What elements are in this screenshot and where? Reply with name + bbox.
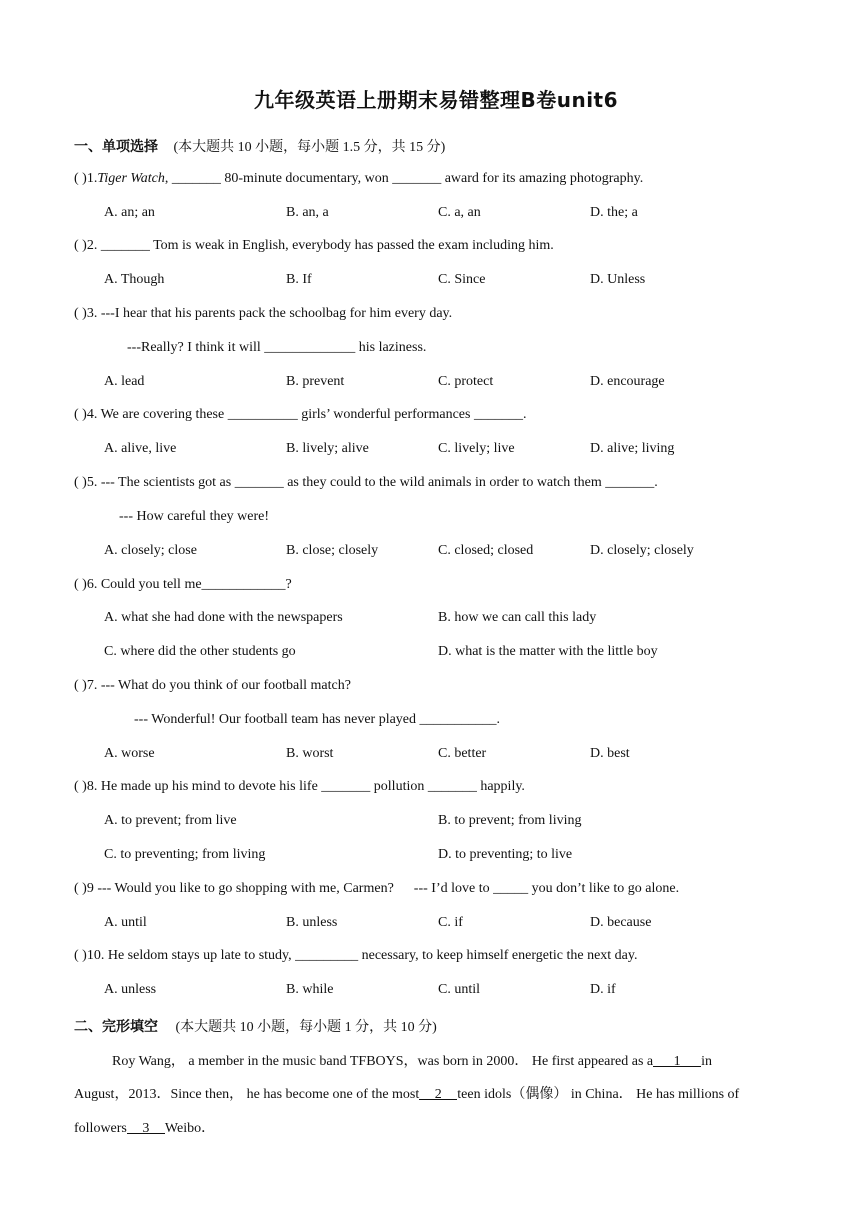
question-number: ( )5. bbox=[74, 475, 98, 490]
question-stem: --- What do you think of our football match? bbox=[100, 678, 351, 693]
option-b: B. while bbox=[286, 982, 334, 997]
option-a: A. worse bbox=[104, 746, 155, 761]
option-c: C. closed; closed bbox=[438, 543, 534, 558]
option-b: B. If bbox=[286, 272, 312, 287]
option-a: A. to prevent; from live bbox=[104, 813, 237, 828]
option-d: D. because bbox=[590, 915, 652, 930]
question-7 bbox=[74, 678, 351, 694]
passage-text: August，2013．Since then， he has become one of the most bbox=[74, 1087, 420, 1102]
question-number: ( )8. bbox=[74, 779, 98, 794]
blank-3: 3 bbox=[127, 1121, 165, 1134]
option-b: B. lively; alive bbox=[286, 441, 369, 456]
blank-1: 1 bbox=[653, 1054, 701, 1067]
question-stem: _______ Tom is weak in English, everybody has passed the exam including him. bbox=[100, 238, 554, 253]
passage-text: Weibo． bbox=[164, 1121, 216, 1136]
option-d: D. encourage bbox=[590, 374, 665, 389]
passage-text: Roy Wang， a member in the music band TFBOYS，was born in 2000． He first appeared as a bbox=[112, 1054, 654, 1069]
option-d: D. alive; living bbox=[590, 441, 675, 456]
option-b: B. how we can call this lady bbox=[438, 610, 597, 625]
option-d: D. best bbox=[590, 746, 630, 761]
option-a: A. lead bbox=[104, 374, 145, 389]
option-c: C. Since bbox=[438, 272, 486, 287]
option-d: D. Unless bbox=[590, 272, 646, 287]
question-stem: --- Would you like to go shopping with me, Carmen? bbox=[97, 881, 394, 896]
question-number: ( )4. bbox=[74, 407, 98, 422]
option-d: D. what is the matter with the little boy bbox=[438, 644, 658, 659]
passage-text: followers bbox=[74, 1121, 127, 1136]
passage-line-3 bbox=[74, 1117, 215, 1137]
option-b: B. worst bbox=[286, 746, 334, 761]
question-stem: He made up his mind to devote his life _______ pollution _______ happily. bbox=[100, 779, 525, 794]
option-c: C. protect bbox=[438, 374, 494, 389]
question-number: ( )3. bbox=[74, 306, 98, 321]
option-b: B. to prevent; from living bbox=[438, 813, 582, 828]
section-2-note: (本大题共 10 小题，每小题 1 分，共 10 分) bbox=[175, 1020, 437, 1035]
question-stem: We are covering these __________ girls’ wonderful performances _______. bbox=[100, 407, 527, 422]
page-title: 九年级英语上册期末易错整理B卷unit6 bbox=[253, 88, 619, 112]
passage-text: teen idols（偶像） in China． He has millions of bbox=[457, 1087, 740, 1102]
question-stem-2: --- I’d love to _____ you don’t like to go alone. bbox=[413, 881, 680, 896]
question-9 bbox=[74, 881, 679, 897]
section-2-label: 二、完形填空 bbox=[74, 1019, 158, 1035]
option-a: A. unless bbox=[104, 982, 157, 997]
question-10 bbox=[74, 948, 638, 964]
question-number: ( )2. bbox=[74, 238, 98, 253]
question-number: ( )10. bbox=[74, 948, 105, 963]
option-a: A. until bbox=[104, 915, 147, 930]
question-stem-2: ---Really? I think it will _____________ his laziness. bbox=[127, 340, 427, 355]
option-c: C. until bbox=[438, 982, 481, 997]
option-b: B. an, a bbox=[286, 205, 329, 220]
question-stem-2: --- How careful they were! bbox=[119, 509, 270, 524]
question-stem: , _______ 80-minute documentary, won _______ award for its amazing photography. bbox=[164, 171, 644, 186]
question-2 bbox=[74, 238, 554, 254]
option-c: C. lively; live bbox=[438, 441, 515, 456]
option-a: A. alive, live bbox=[104, 441, 177, 456]
option-a: A. an; an bbox=[104, 205, 155, 220]
question-stem: He seldom stays up late to study, _________ necessary, to keep himself energetic the next day. bbox=[107, 948, 638, 963]
question-number: ( )6. bbox=[74, 577, 98, 592]
section-heading-2 bbox=[74, 1016, 437, 1036]
option-c: C. where did the other students go bbox=[104, 644, 296, 659]
question-stem: Could you tell me____________? bbox=[100, 577, 292, 592]
blank-2: 2 bbox=[419, 1087, 457, 1100]
question-stem-title: Tiger Watch bbox=[97, 171, 165, 186]
question-number: ( )9 bbox=[74, 881, 94, 896]
option-d: D. if bbox=[590, 982, 616, 997]
question-1 bbox=[74, 171, 643, 187]
option-b: B. prevent bbox=[286, 374, 345, 389]
question-number: ( )7. bbox=[74, 678, 98, 693]
section-heading-1 bbox=[74, 136, 445, 156]
option-c: C. better bbox=[438, 746, 487, 761]
option-a: A. Though bbox=[104, 272, 165, 287]
question-stem: ---I hear that his parents pack the schoolbag for him every day. bbox=[100, 306, 453, 321]
question-8 bbox=[74, 779, 525, 795]
option-d: D. the; a bbox=[590, 205, 638, 220]
option-d: D. to preventing; to live bbox=[438, 847, 573, 862]
option-d: D. closely; closely bbox=[590, 543, 694, 558]
option-b: B. unless bbox=[286, 915, 338, 930]
question-5 bbox=[74, 475, 658, 491]
section-1-note: (本大题共 10 小题，每小题 1.5 分，共 15 分) bbox=[173, 140, 446, 155]
passage-text: in bbox=[701, 1054, 713, 1069]
option-b: B. close; closely bbox=[286, 543, 379, 558]
question-stem-2: --- Wonderful! Our football team has never played ___________. bbox=[134, 712, 501, 727]
question-6 bbox=[74, 577, 292, 593]
option-a: A. what she had done with the newspapers bbox=[104, 610, 343, 625]
question-4 bbox=[74, 407, 526, 423]
passage-line-2 bbox=[74, 1083, 739, 1103]
question-3 bbox=[74, 306, 452, 322]
option-c: C. to preventing; from living bbox=[104, 847, 266, 862]
option-c: C. if bbox=[438, 915, 463, 930]
option-c: C. a, an bbox=[438, 205, 481, 220]
question-stem: --- The scientists got as _______ as they could to the wild animals in order to watch them _______. bbox=[100, 475, 658, 490]
option-a: A. closely; close bbox=[104, 543, 197, 558]
question-number: ( )1. bbox=[74, 171, 98, 186]
section-1-label: 一、单项选择 bbox=[74, 139, 158, 155]
passage-line-1 bbox=[112, 1050, 712, 1070]
